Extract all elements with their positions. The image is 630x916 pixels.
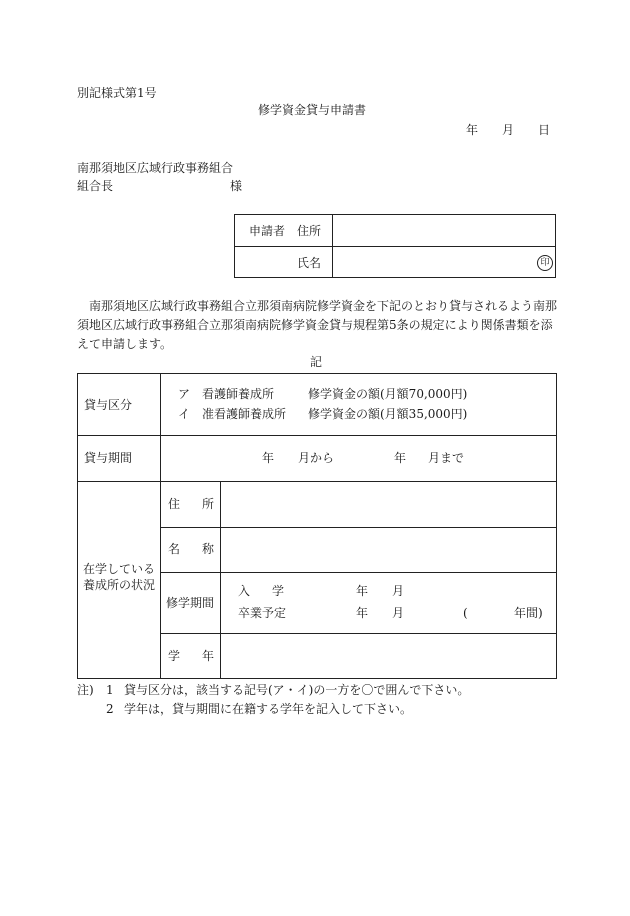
ki-label: 記 — [310, 355, 323, 369]
graduation-label: 卒業予定 — [238, 606, 287, 620]
option-b-school: 准看護師養成所 — [202, 407, 287, 421]
duration-years: 年間) — [514, 606, 543, 620]
admission-label-2: 学 — [272, 584, 285, 598]
date-day: 日 — [538, 123, 551, 137]
applicant-label: 申請者 — [249, 224, 286, 238]
applicant-column-divider — [332, 215, 333, 277]
grade-label-2: 年 — [202, 649, 215, 663]
column-divider — [160, 374, 161, 678]
option-b-mark: イ — [178, 407, 191, 421]
duration-open-paren: ( — [463, 606, 468, 620]
loan-period-to: 月まで — [428, 451, 465, 465]
note-2-text: 学年は，貸与期間に在籍する学年を記入して下さい。 — [124, 702, 413, 716]
school-name-label-2: 称 — [202, 542, 215, 556]
row-divider — [78, 435, 556, 436]
notes-prefix: 注) — [77, 683, 94, 697]
note-1-number: 1 — [106, 683, 114, 697]
note-2-number: 2 — [106, 702, 114, 716]
graduation-month: 月 — [392, 606, 405, 620]
enrollment-label-line-2: 養成所の状況 — [83, 578, 156, 592]
row-divider — [78, 481, 556, 482]
admission-month: 月 — [392, 584, 405, 598]
loan-category-label: 貸与区分 — [84, 398, 133, 412]
graduation-year: 年 — [356, 606, 369, 620]
applicant-box — [234, 214, 556, 278]
date-year: 年 — [466, 123, 479, 137]
date-month: 月 — [502, 123, 515, 137]
addressee-organization: 南那須地区広域行政事務組合 — [77, 161, 234, 175]
option-b-amount: 修学資金の額(月額35,000円) — [308, 407, 468, 421]
note-1-text: 貸与区分は，該当する記号(ア・イ)の一方を〇で囲んで下さい。 — [124, 683, 470, 697]
school-address-label-2: 所 — [202, 497, 215, 511]
page-title: 修学資金貸与申請書 — [258, 103, 367, 117]
school-name-label-1: 名 — [168, 542, 181, 556]
addressee-honorific: 様 — [230, 179, 243, 193]
admission-label-1: 入 — [238, 584, 251, 598]
option-a-amount: 修学資金の額(月額70,000円) — [308, 387, 468, 401]
loan-period-year-1: 年 — [262, 451, 275, 465]
loan-period-from: 月から — [298, 451, 335, 465]
body-line-3: えて申請します。 — [77, 337, 173, 351]
applicant-address-label: 住所 — [297, 224, 322, 238]
application-table — [77, 373, 557, 679]
addressee-title: 組合長 — [77, 179, 114, 193]
option-a-mark: ア — [178, 387, 191, 401]
applicant-row-divider — [235, 246, 555, 247]
admission-year: 年 — [356, 584, 369, 598]
seal-mark: 印 — [537, 255, 553, 271]
body-line-2: 須地区広域行政事務組合立那須南病院修学資金貸与規程第5条の規定により関係書類を添 — [77, 318, 553, 332]
loan-period-year-2: 年 — [394, 451, 407, 465]
option-a-school: 看護師養成所 — [202, 387, 275, 401]
enrollment-label-line-1: 在学している — [83, 562, 156, 576]
school-address-label-1: 住 — [168, 497, 181, 511]
form-number: 別記様式第1号 — [77, 86, 157, 100]
grade-label-1: 学 — [168, 649, 181, 663]
column-divider — [220, 481, 221, 678]
body-line-1: 南那須地区広域行政事務組合立那須南病院修学資金を下記のとおり貸与されるよう南那 — [89, 299, 558, 313]
applicant-name-label: 氏名 — [297, 256, 322, 270]
loan-period-label: 貸与期間 — [84, 451, 133, 465]
study-period-label: 修学期間 — [166, 596, 215, 610]
